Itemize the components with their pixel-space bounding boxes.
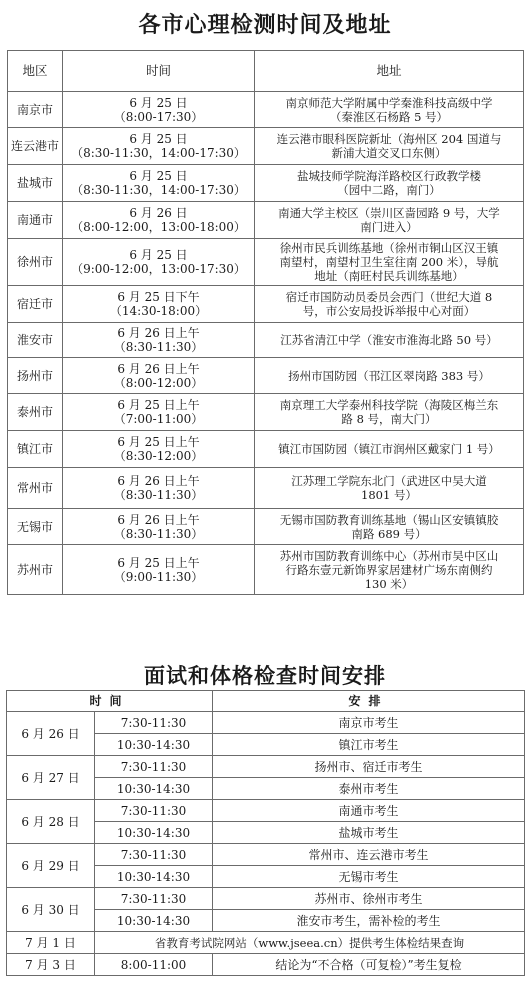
time-line: 6 月 25 日 (129, 169, 188, 183)
table-row (8, 239, 524, 286)
address-line: 连云港市眼科医院新址（海州区 204 国道与 (276, 132, 502, 146)
time-cell: 10:30-14:30 (95, 910, 213, 932)
address-line: 新浦大道交叉口东侧） (331, 146, 447, 160)
time-cell (63, 394, 255, 431)
time-line: （7:00-11:00） (113, 412, 204, 426)
address-line: 南京理工大学泰州科技学院（海陵区梅兰东 (279, 398, 499, 412)
section-title: 面试和体格检查时间安排 (144, 663, 386, 688)
region-cell: 南京市 (8, 92, 63, 128)
address-line: 地址（南旺村民兵训练基地） (314, 269, 464, 283)
table-row (8, 468, 524, 509)
time-line: 6 月 26 日 (129, 206, 188, 220)
region-cell: 连云港市 (8, 128, 63, 165)
address-cell (255, 202, 524, 239)
table-row (8, 92, 524, 128)
address-cell (255, 545, 524, 595)
time-line: （8:00-12:00，13:00-18:00） (71, 220, 246, 234)
date-cell: 6 月 30 日 (7, 888, 95, 932)
table-row (8, 286, 524, 323)
region-cell: 无锡市 (8, 509, 63, 545)
time-cell (63, 239, 255, 286)
region-cell: 盐城市 (8, 165, 63, 202)
table-row (7, 712, 525, 734)
region-cell: 宿迁市 (8, 286, 63, 323)
plan-cell: 苏州市、徐州市考生 (213, 888, 525, 910)
address-cell (255, 92, 524, 128)
column-header: 时间 (63, 51, 255, 92)
time-cell: 7:30-11:30 (95, 712, 213, 734)
table-row (8, 545, 524, 595)
time-line: （8:00-12:00） (113, 375, 204, 390)
column-header: 安排 (213, 691, 525, 712)
date-cell: 6 月 26 日 (7, 712, 95, 756)
time-cell (63, 165, 255, 202)
address-cell (255, 165, 524, 202)
time-cell (63, 358, 255, 394)
time-cell (63, 509, 255, 545)
time-line: 6 月 26 日上午 (117, 474, 200, 488)
address-cell (255, 286, 524, 323)
address-cell (255, 128, 524, 165)
address-cell (255, 468, 524, 509)
region-cell: 徐州市 (8, 239, 63, 286)
address-cell (255, 509, 524, 545)
time-line: 6 月 25 日上午 (117, 435, 200, 449)
time-cell (63, 545, 255, 595)
plan-cell: 无锡市考生 (213, 866, 525, 888)
region-cell: 镇江市 (8, 431, 63, 468)
time-cell: 10:30-14:30 (95, 822, 213, 844)
time-line: 6 月 25 日 (129, 95, 188, 110)
address-line: 1801 号） (361, 488, 417, 502)
address-line: 路 8 号，南大门） (341, 412, 437, 426)
time-cell (63, 202, 255, 239)
time-cell (63, 92, 255, 128)
date-cell: 7 月 1 日 (7, 932, 95, 954)
time-line: （9:00-11:30） (113, 569, 204, 584)
table-row (8, 431, 524, 468)
time-line: （8:00-17:30） (113, 109, 204, 124)
time-cell (63, 468, 255, 509)
table-row (8, 394, 524, 431)
time-line: （9:00-12:00，13:00-17:30） (71, 262, 246, 276)
address-line: 无锡市国防教育训练基地（锡山区安镇镇胶 (279, 512, 499, 527)
table-row (7, 888, 525, 910)
address-line: 徐州市民兵训练基地（徐州市铜山区汉王镇 (279, 241, 499, 255)
column-header: 地区 (8, 51, 63, 92)
address-line: 南望村，南望村卫生室往南 200 米），导航 (279, 255, 499, 269)
table-row (8, 323, 524, 358)
time-cell: 7:30-11:30 (95, 800, 213, 822)
address-cell (255, 431, 524, 468)
date-cell: 6 月 27 日 (7, 756, 95, 800)
plan-cell: 南通市考生 (213, 800, 525, 822)
date-cell: 6 月 29 日 (7, 844, 95, 888)
address-line: 江苏理工学院东北门（武进区中吴大道 (291, 474, 487, 488)
address-cell (255, 323, 524, 358)
plan-cell: 淮安市考生，需补检的考生 (213, 910, 525, 932)
time-line: （8:30-11:30） (113, 340, 204, 354)
plan-cell: 泰州市考生 (213, 778, 525, 800)
time-cell: 7:30-11:30 (95, 756, 213, 778)
address-line: 行路东壹元新饰界家居建材广场东南侧约 (285, 562, 493, 577)
time-line: 6 月 26 日上午 (117, 361, 200, 376)
time-cell: 10:30-14:30 (95, 734, 213, 756)
date-cell: 7 月 3 日 (7, 954, 95, 976)
plan-cell: 结论为“不合格（可复检）”考生复检 (213, 954, 525, 976)
address-line: 盐城技师学院海洋路校区行政教学楼 (297, 169, 481, 183)
address-line: （秦淮区石杨路 5 号） (329, 109, 449, 124)
time-cell (63, 286, 255, 323)
plan-cell: 镇江市考生 (213, 734, 525, 756)
address-line: 扬州市国防园（邗江区翠岗路 383 号） (288, 368, 490, 383)
time-line: 6 月 25 日 (129, 132, 188, 146)
interview-schedule-table (6, 690, 525, 976)
address-line: 号，市公安局投诉举报中心对面） (302, 304, 476, 318)
time-line: 6 月 26 日上午 (117, 512, 200, 527)
time-line: 6 月 25 日下午 (117, 290, 200, 304)
address-line: 南通大学主校区（崇川区啬园路 9 号，大学 (278, 206, 500, 220)
table-header-row (7, 691, 525, 712)
address-line: 苏州市国防教育训练中心（苏州市吴中区山 (279, 548, 499, 563)
address-line: 南门进入） (360, 220, 418, 234)
time-line: （8:30-11:30，14:00-17:30） (71, 183, 246, 197)
page-title: 各市心理检测时间及地址 (138, 12, 392, 38)
address-line: 江苏省清江中学（淮安市淮海北路 50 号） (280, 333, 498, 347)
column-header: 时间 (7, 691, 213, 712)
table-row (8, 128, 524, 165)
table-row (8, 202, 524, 239)
plan-cell: 省教育考试院网站（www.jseea.cn）提供考生体检结果查询 (95, 932, 525, 954)
table-row (8, 509, 524, 545)
region-cell: 泰州市 (8, 394, 63, 431)
table-row (7, 954, 525, 976)
address-cell (255, 358, 524, 394)
address-line: 南京师范大学附属中学秦淮科技高级中学 (285, 95, 493, 110)
time-line: （8:30-12:00） (113, 449, 204, 463)
time-cell (63, 128, 255, 165)
region-cell: 常州市 (8, 468, 63, 509)
address-cell (255, 394, 524, 431)
region-cell: 淮安市 (8, 323, 63, 358)
date-cell: 6 月 28 日 (7, 800, 95, 844)
table-header-row (8, 51, 524, 92)
plan-cell: 扬州市、宿迁市考生 (213, 756, 525, 778)
address-line: 宿迁市国防动员委员会西门（世纪大道 8 (285, 290, 493, 304)
plan-cell: 盐城市考生 (213, 822, 525, 844)
table-row (7, 844, 525, 866)
time-cell: 7:30-11:30 (95, 888, 213, 910)
time-cell: 10:30-14:30 (95, 778, 213, 800)
time-cell (63, 431, 255, 468)
time-cell (63, 323, 255, 358)
time-line: 6 月 25 日上午 (117, 555, 200, 570)
time-line: （14:30-18:00） (109, 304, 208, 318)
region-cell: 苏州市 (8, 545, 63, 595)
plan-cell: 南京市考生 (213, 712, 525, 734)
table-row (7, 800, 525, 822)
address-line: （园中二路，南门） (337, 183, 441, 197)
time-line: （8:30-11:30） (113, 488, 204, 502)
table-row (7, 756, 525, 778)
time-cell: 8:00-11:00 (95, 954, 213, 976)
address-cell (255, 239, 524, 286)
address-line: 130 米） (364, 576, 414, 591)
time-line: （8:30-11:30） (113, 526, 204, 541)
time-line: 6 月 26 日上午 (117, 326, 200, 340)
time-cell: 7:30-11:30 (95, 844, 213, 866)
table-row (8, 165, 524, 202)
address-line: 南路 689 号） (351, 526, 427, 541)
region-cell: 南通市 (8, 202, 63, 239)
address-line: 镇江市国防园（镇江市润州区戴家门 1 号） (278, 442, 500, 456)
plan-cell: 常州市、连云港市考生 (213, 844, 525, 866)
table-row (7, 932, 525, 954)
time-cell: 10:30-14:30 (95, 866, 213, 888)
time-line: 6 月 25 日 (129, 248, 188, 262)
psych-test-table (7, 50, 524, 595)
region-cell: 扬州市 (8, 358, 63, 394)
time-line: （8:30-11:30，14:00-17:30） (71, 146, 246, 160)
table-row (8, 358, 524, 394)
time-line: 6 月 25 日上午 (117, 398, 200, 412)
column-header: 地址 (255, 51, 524, 92)
